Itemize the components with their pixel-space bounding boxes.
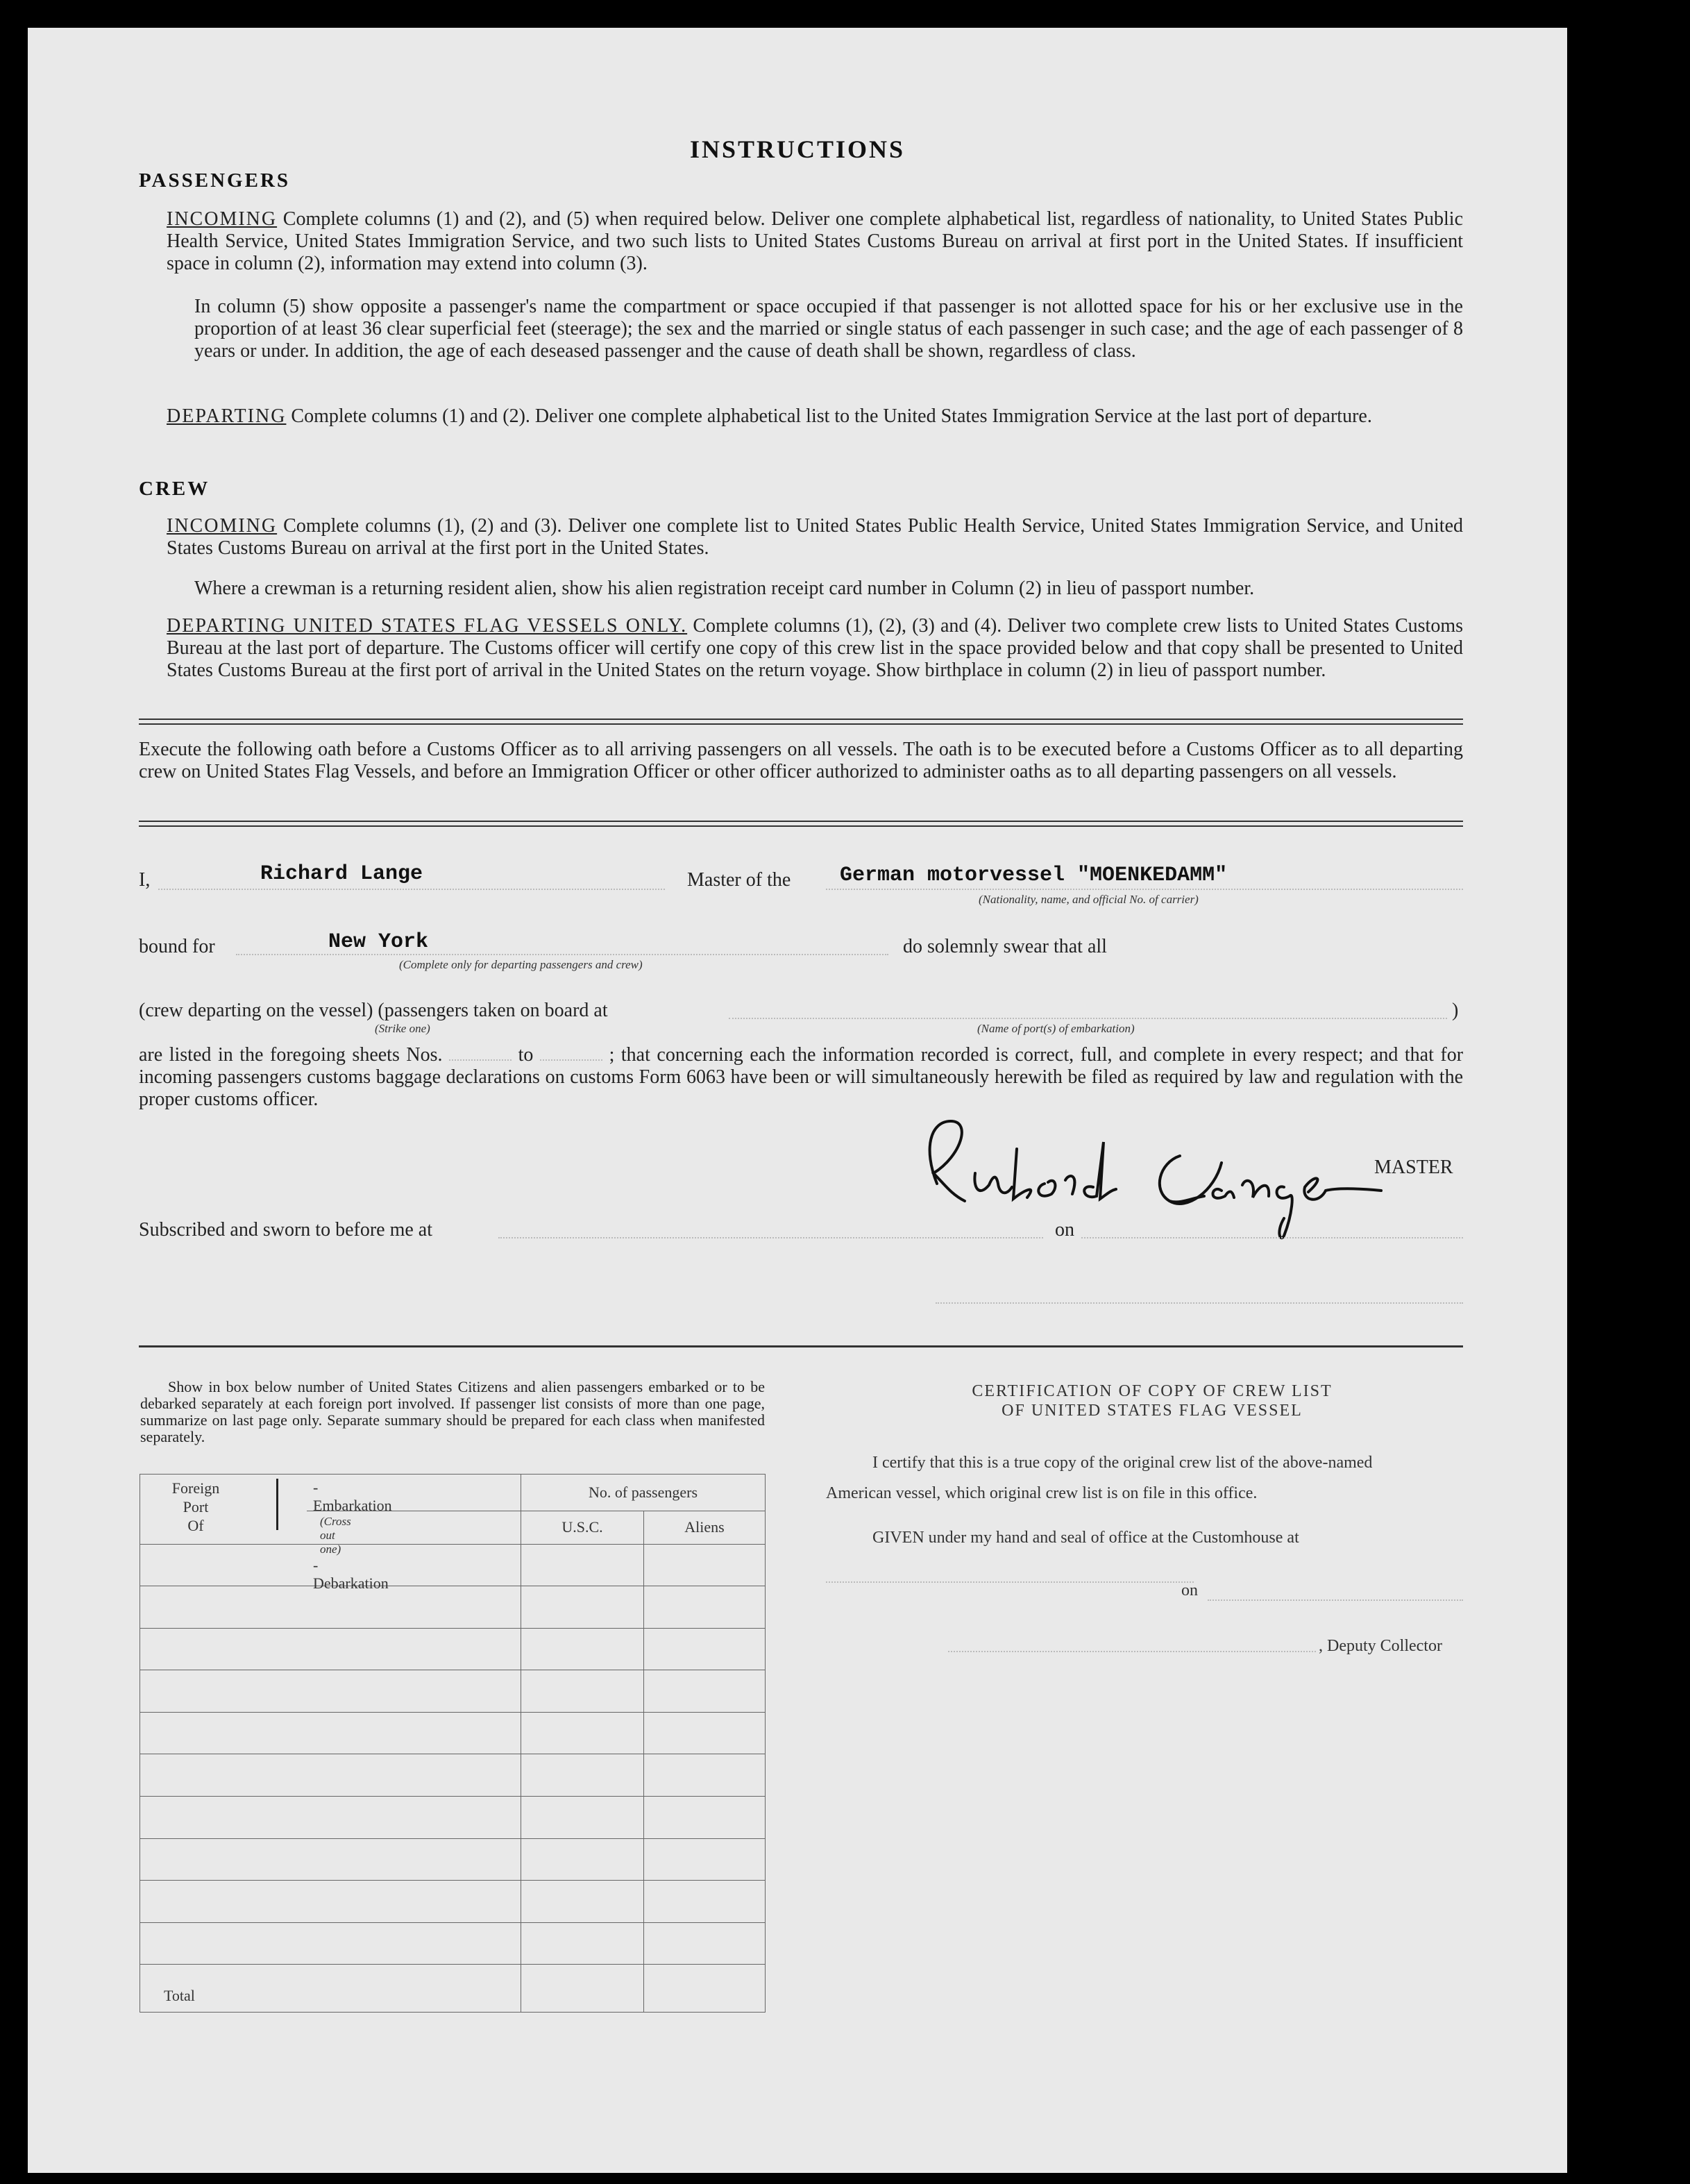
vessel-field[interactable]: German motorvessel "MOENKEDAMM" <box>840 864 1228 887</box>
no-passengers-header: No. of passengers <box>521 1475 766 1511</box>
given-line: GIVEN under my hand and seal of office at the Customhouse at <box>872 1529 1299 1547</box>
deputy-signature-field[interactable] <box>948 1651 1316 1652</box>
customhouse-place-field[interactable] <box>826 1581 1194 1583</box>
cert-on-label: on <box>1181 1581 1198 1599</box>
certify-line-1: I certify that this is a true copy of the original crew list of the above-named <box>872 1454 1373 1472</box>
passengers-departing-paragraph <box>167 405 1463 428</box>
certification-heading-line-2: OF UNITED STATES FLAG VESSEL <box>1002 1402 1303 1420</box>
table-row <box>140 1922 766 1965</box>
crew-incoming-text: Complete columns (1), (2) and (3). Deliver one complete list to United States Public Health Service, United States Immigration Service, and United States Customs Bureau on arrival at the first port in the United States. <box>167 515 1464 559</box>
table-row <box>140 1670 766 1713</box>
certification-heading <box>833 1381 1471 1420</box>
of-header-word: Of <box>187 1517 204 1534</box>
listed-rest-text: ; that concerning each the information recorded is correct, full, and complete in every respect; and that for incoming passengers customs baggage declarations on customs Form 6063 have been or will simultaneously herewith be filed as required by law and regulation with the proper customs officer. <box>139 1044 1464 1110</box>
divider-rule <box>139 821 1463 822</box>
bound-for-field[interactable]: New York <box>328 930 429 954</box>
passengers-incoming-text: Complete columns (1) and (2), and (5) when required below. Deliver one complete alphabetical list, regardless of nationality, to United States Public Health Service, United States Immigration Service, and two such lists to United States Customs Bureau on arrival at first port in the United States. If insufficient space in column (2), information may extend into column (3). <box>167 208 1464 274</box>
table-row <box>140 1881 766 1923</box>
sheet-to-field[interactable] <box>540 1059 602 1061</box>
master-name-line <box>158 889 665 890</box>
master-of-label: Master of the <box>687 869 791 891</box>
master-label: MASTER <box>1374 1157 1453 1178</box>
sheet-from-field[interactable] <box>449 1059 512 1061</box>
officer-signature-field[interactable] <box>936 1302 1463 1304</box>
master-name-field[interactable]: Richard Lange <box>260 862 423 886</box>
subscribed-place-field[interactable] <box>498 1237 1043 1238</box>
oath-intro-paragraph: Execute the following oath before a Customs Officer as to all arriving passengers on all vessels. The oath is to be executed before a Customs Officer as to all departing crew on United States Flag Vessels, and before an Immigration Officer or other officer authorized to administer oaths as to all departing passengers on all vessels. <box>139 739 1463 782</box>
foreign-header-word: Foreign <box>171 1479 220 1497</box>
master-signature <box>895 1107 1395 1253</box>
bound-for-caption: (Complete only for departing passengers and crew) <box>399 958 643 971</box>
total-label: Total <box>140 1965 521 2013</box>
passengers-departing-label: DEPARTING <box>167 405 287 427</box>
passenger-summary-table <box>140 1474 766 2013</box>
bound-for-label: bound for <box>139 936 215 957</box>
crew-incoming-label: INCOMING <box>167 515 278 537</box>
divider-rule <box>139 825 1463 827</box>
foreign-port-header: Foreign Port Of - Embarkation (Cross out one) - Debarkation <box>140 1475 307 1545</box>
passengers-incoming-paragraph <box>167 208 1463 275</box>
divider-rule <box>139 719 1463 720</box>
table-row <box>140 1796 766 1838</box>
certification-heading-line-1: CERTIFICATION OF COPY OF CREW LIST <box>972 1382 1333 1400</box>
certify-line-2: American vessel, which original crew list is on file in this office. <box>826 1484 1258 1502</box>
divider-rule <box>139 1345 1463 1347</box>
deputy-collector-label: , Deputy Collector <box>1319 1637 1442 1655</box>
swear-label: do solemnly swear that all <box>903 936 1107 957</box>
listed-paragraph <box>139 1044 1463 1111</box>
passengers-incoming-label: INCOMING <box>167 208 278 230</box>
crew-departing-text: Complete columns (1), (2), (3) and (4). Deliver two complete crew lists to United States Customs Bureau at the last port of departure. The Customs officer will certify one copy of this crew list in the space provided below and that copy shall be presented to United States Customs Bureau at the first port of arrival in the United States on the return voyage. Show birthplace in column (2) in lieu of passport number. <box>167 615 1464 681</box>
passengers-departing-text: Complete columns (1) and (2). Deliver one complete alphabetical list to the United States Immigration Service at the last port of departure. <box>291 405 1372 427</box>
port-header-word: Port <box>183 1498 209 1515</box>
vessel-line <box>826 889 1463 890</box>
total-row <box>140 1965 766 2013</box>
listed-pre-text: are listed in the foregoing sheets Nos. <box>139 1044 443 1066</box>
crew-departing-paragraph <box>167 615 1463 682</box>
listed-to-text: to <box>518 1044 534 1066</box>
table-row <box>140 1712 766 1754</box>
page-title: INSTRUCTIONS <box>689 135 906 163</box>
oath-i-label: I, <box>139 869 151 891</box>
usc-header: U.S.C. <box>521 1511 644 1544</box>
aliens-header: Aliens <box>644 1511 766 1544</box>
column5-paragraph: In column (5) show opposite a passenger's name the compartment or space occupied if that passenger is not allotted space for his or her exclusive use in the proportion of at least 36 clear superficial feet (steerage); the sex and the married or single status of each passenger in such case; and the age of each passenger of 8 years or under. In addition, the age of each deseased passenger and the cause of death shall be shown, regardless of class. <box>194 296 1463 362</box>
crew-resident-paragraph: Where a crewman is a returning resident alien, show his alien registration receipt card number in Column (2) in lieu of passport number. <box>194 578 1255 599</box>
subscribed-date-field[interactable] <box>1081 1237 1463 1238</box>
ports-line <box>729 1018 1447 1019</box>
crew-passengers-line: (crew departing on the vessel) (passengers taken on board at <box>139 1000 608 1021</box>
subscribed-on-label: on <box>1055 1219 1074 1241</box>
bound-for-line <box>236 954 888 955</box>
divider-rule <box>139 723 1463 725</box>
ports-caption: (Name of port(s) of embarkation) <box>977 1022 1135 1035</box>
table-row <box>140 1754 766 1797</box>
document-page <box>28 28 1567 2173</box>
crew-heading: CREW <box>139 478 210 500</box>
passengers-heading: PASSENGERS <box>139 169 291 192</box>
crew-incoming-paragraph <box>167 515 1463 560</box>
cert-date-field[interactable] <box>1208 1599 1463 1601</box>
crew-departing-label: DEPARTING UNITED STATES FLAG VESSELS ONLY. <box>167 615 688 637</box>
strike-caption: (Strike one) <box>375 1022 430 1035</box>
close-paren: ) <box>1452 1000 1459 1021</box>
summary-note: Show in box below number of United States Citizens and alien passengers embarked or to be debarked separately at each foreign port involved. If passenger list consists of more than one page, summarize on last page only. Separate summary should be prepared for each class when manifested separately. <box>140 1378 765 1445</box>
vessel-caption: (Nationality, name, and official No. of carrier) <box>979 893 1199 906</box>
table-row <box>140 1628 766 1670</box>
subscribed-label: Subscribed and sworn to before me at <box>139 1219 432 1241</box>
table-row <box>140 1838 766 1881</box>
